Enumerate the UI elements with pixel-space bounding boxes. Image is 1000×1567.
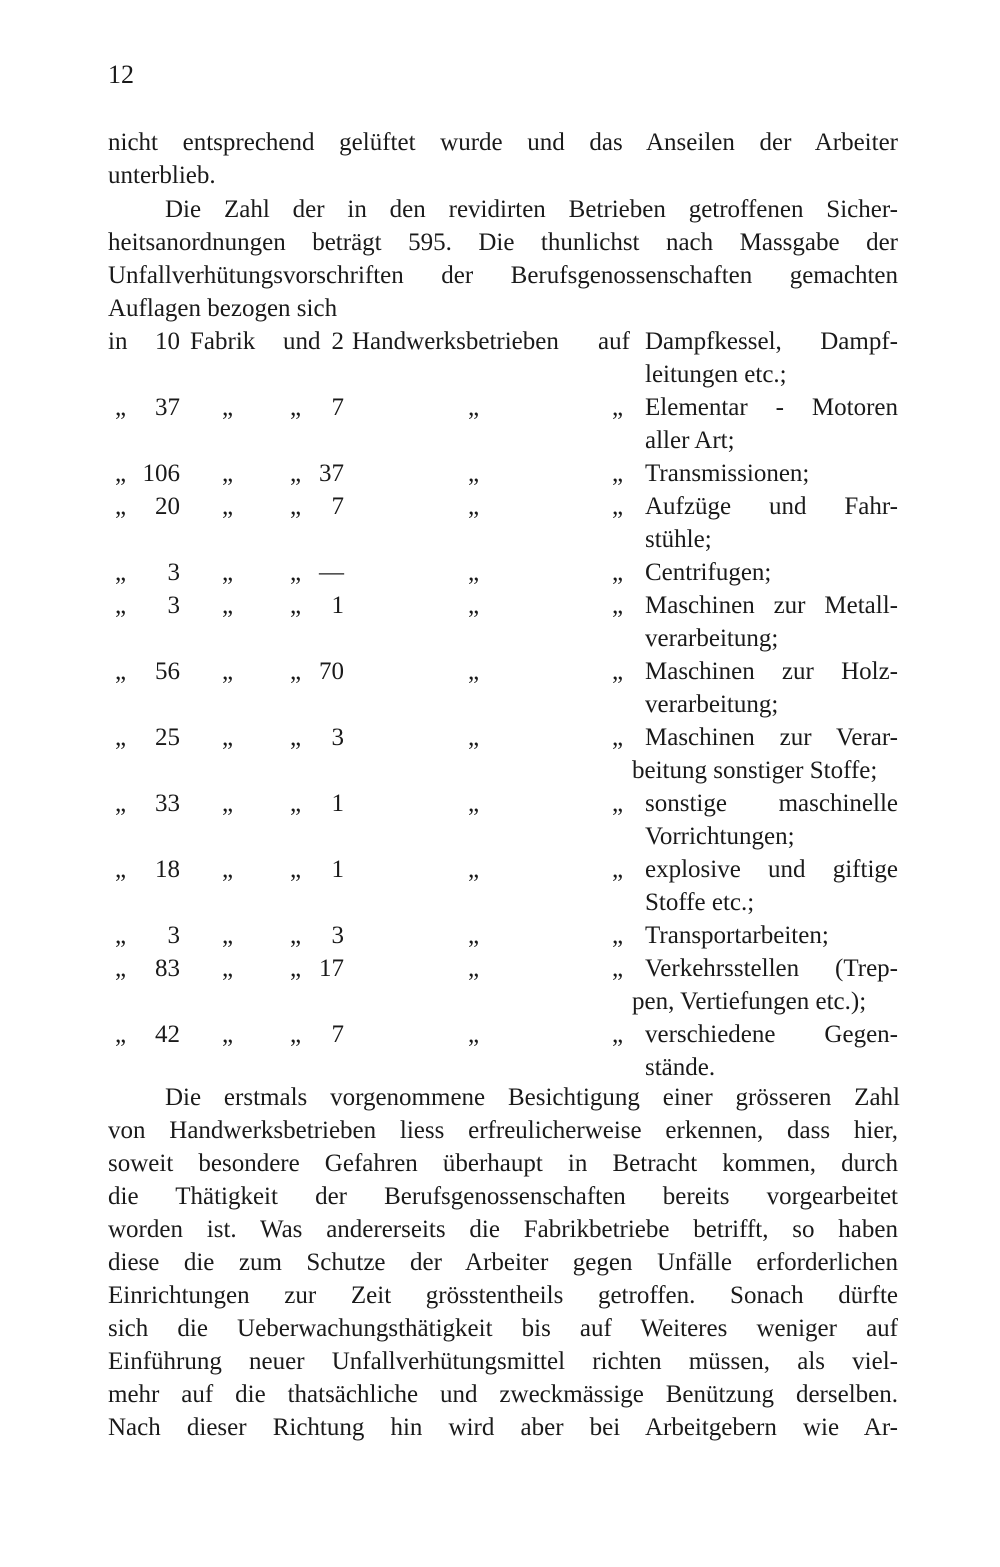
und-label: und [283, 328, 321, 355]
ditto-mark: „ [612, 493, 624, 520]
fabrik-count: 3 [167, 922, 180, 949]
row-description-cont: verarbeitung; [645, 625, 779, 652]
fabrik-count: 3 [167, 592, 180, 619]
fabrik-count: 56 [155, 658, 180, 685]
row-description: Verkehrsstellen (Trep- [645, 955, 898, 982]
row-description-cont: Stoffe etc.; [645, 889, 755, 916]
row-description-cont: leitungen etc.; [645, 361, 787, 388]
row-description-cont: stände. [645, 1054, 716, 1081]
ditto-mark: „ [468, 559, 480, 586]
row-description-cont: stühle; [645, 526, 712, 553]
ditto-mark: „ [468, 790, 480, 817]
ditto-mark: „ [290, 460, 302, 487]
ditto-mark: „ [468, 592, 480, 619]
ditto-mark: „ [468, 460, 480, 487]
ditto-mark: „ [115, 394, 127, 421]
row-description: Transportarbeiten; [645, 922, 829, 949]
ditto-mark: „ [290, 955, 302, 982]
paragraph-line: Auflagen bezogen sich [108, 295, 338, 322]
ditto-mark: „ [612, 724, 624, 751]
ditto-mark: „ [290, 658, 302, 685]
ditto-mark: „ [115, 955, 127, 982]
paragraph-line: sich die Ueberwachungsthätigkeit bis auf Weiteres weniger auf [108, 1315, 898, 1342]
row-description: Maschinen zur Holz- [645, 658, 898, 685]
row-prefix: in [108, 328, 128, 355]
ditto-mark: „ [115, 856, 127, 883]
row-description: Transmissionen; [645, 460, 810, 487]
fabrik-count: 83 [155, 955, 180, 982]
paragraph-line: von Handwerksbetrieben liess erfreulicherweise erkennen, dass hier, [108, 1117, 898, 1144]
hand-count: 7 [331, 1021, 344, 1048]
row-description: Dampfkessel, Dampf- [645, 328, 898, 355]
ditto-mark: „ [290, 592, 302, 619]
ditto-mark: „ [468, 493, 480, 520]
ditto-mark: „ [612, 394, 624, 421]
paragraph-line: Unfallverhütungsvorschriften der Berufsgenossenschaften gemachten [108, 262, 898, 289]
ditto-mark: „ [468, 724, 480, 751]
ditto-mark: „ [290, 922, 302, 949]
ditto-mark: „ [222, 493, 234, 520]
ditto-mark: „ [468, 856, 480, 883]
paragraph-line: worden ist. Was andererseits die Fabrikbetriebe betrifft, so haben [108, 1216, 898, 1243]
ditto-mark: „ [468, 955, 480, 982]
hand-count: 1 [331, 856, 344, 883]
ditto-mark: „ [290, 856, 302, 883]
page-number: 12 [108, 60, 134, 89]
fabrik-count: 37 [155, 394, 180, 421]
row-description-cont: aller Art; [645, 427, 735, 454]
ditto-mark: „ [612, 955, 624, 982]
paragraph-line: unterblieb. [108, 162, 216, 189]
ditto-mark: „ [115, 922, 127, 949]
hand-count: 1 [331, 790, 344, 817]
ditto-mark: „ [115, 559, 127, 586]
ditto-mark: „ [222, 460, 234, 487]
fabrik-count: 42 [155, 1021, 180, 1048]
ditto-mark: „ [290, 493, 302, 520]
ditto-mark: „ [612, 592, 624, 619]
row-description-cont: pen, Vertiefungen etc.); [632, 988, 867, 1015]
paragraph-line: diese die zum Schutze der Arbeiter gegen Unfälle erforderlichen [108, 1249, 898, 1276]
ditto-mark: „ [612, 790, 624, 817]
paragraph-line: Einrichtungen zur Zeit grösstentheils getroffen. Sonach dürfte [108, 1282, 898, 1309]
ditto-mark: „ [612, 922, 624, 949]
ditto-mark: „ [612, 559, 624, 586]
ditto-mark: „ [612, 856, 624, 883]
ditto-mark: „ [222, 856, 234, 883]
ditto-mark: „ [222, 1021, 234, 1048]
ditto-mark: „ [468, 658, 480, 685]
ditto-mark: „ [115, 592, 127, 619]
fabrik-count: 3 [167, 559, 180, 586]
ditto-mark: „ [290, 394, 302, 421]
ditto-mark: „ [222, 394, 234, 421]
row-description: Maschinen zur Verar- [645, 724, 898, 751]
ditto-mark: „ [222, 658, 234, 685]
paragraph-line: Die erstmals vorgenommene Besichtigung einer grösseren Zahl [165, 1084, 900, 1111]
row-description: Elementar - Motoren [645, 394, 898, 421]
paragraph-line: Nach dieser Richtung hin wird aber bei Arbeitgebern wie Ar- [108, 1414, 898, 1441]
ditto-mark: „ [468, 394, 480, 421]
paragraph-line: heitsanordnungen beträgt 595. Die thunlichst nach Massgabe der [108, 229, 898, 256]
paragraph-line: soweit besondere Gefahren überhaupt in Betracht kommen, durch [108, 1150, 898, 1177]
ditto-mark: „ [222, 592, 234, 619]
hand-count: 7 [331, 394, 344, 421]
ditto-mark: „ [290, 559, 302, 586]
ditto-mark: „ [115, 1021, 127, 1048]
paragraph-line: Einführung neuer Unfallverhütungsmittel richten müssen, als viel- [108, 1348, 898, 1375]
ditto-mark: „ [612, 460, 624, 487]
row-description-cont: verarbeitung; [645, 691, 779, 718]
row-description: sonstige maschinelle [645, 790, 898, 817]
fabrik-count: 18 [155, 856, 180, 883]
row-description: verschiedene Gegen- [645, 1021, 898, 1048]
row-description-cont: beitung sonstiger Stoffe; [632, 757, 878, 784]
fabrik-count: 106 [142, 460, 180, 487]
row-description: Aufzüge und Fahr- [645, 493, 898, 520]
ditto-mark: „ [468, 1021, 480, 1048]
paragraph-line: nicht entsprechend gelüftet wurde und das Anseilen der Arbeiter [108, 129, 898, 156]
paragraph-line: Die Zahl der in den revidirten Betrieben getroffenen Sicher- [165, 196, 898, 223]
hand-count: 7 [331, 493, 344, 520]
ditto-mark: „ [222, 790, 234, 817]
ditto-mark: „ [290, 724, 302, 751]
fabrik-count: 33 [155, 790, 180, 817]
hand-label: Handwerksbetrieben [352, 328, 559, 355]
auf-label: auf [598, 328, 630, 355]
hand-count: 70 [319, 658, 344, 685]
ditto-mark: „ [222, 955, 234, 982]
ditto-mark: „ [115, 658, 127, 685]
ditto-mark: „ [115, 724, 127, 751]
hand-count: 3 [331, 724, 344, 751]
fabrik-label: Fabrik [190, 328, 256, 355]
ditto-mark: „ [290, 1021, 302, 1048]
hand-count: 37 [319, 460, 344, 487]
hand-count: 3 [331, 922, 344, 949]
ditto-mark: „ [115, 790, 127, 817]
hand-count: 2 [331, 328, 344, 355]
ditto-mark: „ [115, 493, 127, 520]
ditto-mark: „ [222, 922, 234, 949]
fabrik-count: 20 [155, 493, 180, 520]
fabrik-count: 10 [155, 328, 180, 355]
fabrik-count: 25 [155, 724, 180, 751]
row-description: Centrifugen; [645, 559, 772, 586]
ditto-mark: „ [612, 658, 624, 685]
ditto-mark: „ [290, 790, 302, 817]
ditto-mark: „ [612, 1021, 624, 1048]
ditto-mark: „ [222, 724, 234, 751]
row-description: explosive und giftige [645, 856, 898, 883]
hand-count: 1 [331, 592, 344, 619]
ditto-mark: „ [222, 559, 234, 586]
paragraph-line: mehr auf die thatsächliche und zweckmässige Benützung derselben. [108, 1381, 898, 1408]
ditto-mark: „ [115, 460, 127, 487]
hand-count: 17 [319, 955, 344, 982]
paragraph-line: die Thätigkeit der Berufsgenossenschaften bereits vorgearbeitet [108, 1183, 898, 1210]
hand-count: — [319, 559, 344, 586]
ditto-mark: „ [468, 922, 480, 949]
row-description-cont: Vorrichtungen; [645, 823, 795, 850]
row-description: Maschinen zur Metall- [645, 592, 898, 619]
